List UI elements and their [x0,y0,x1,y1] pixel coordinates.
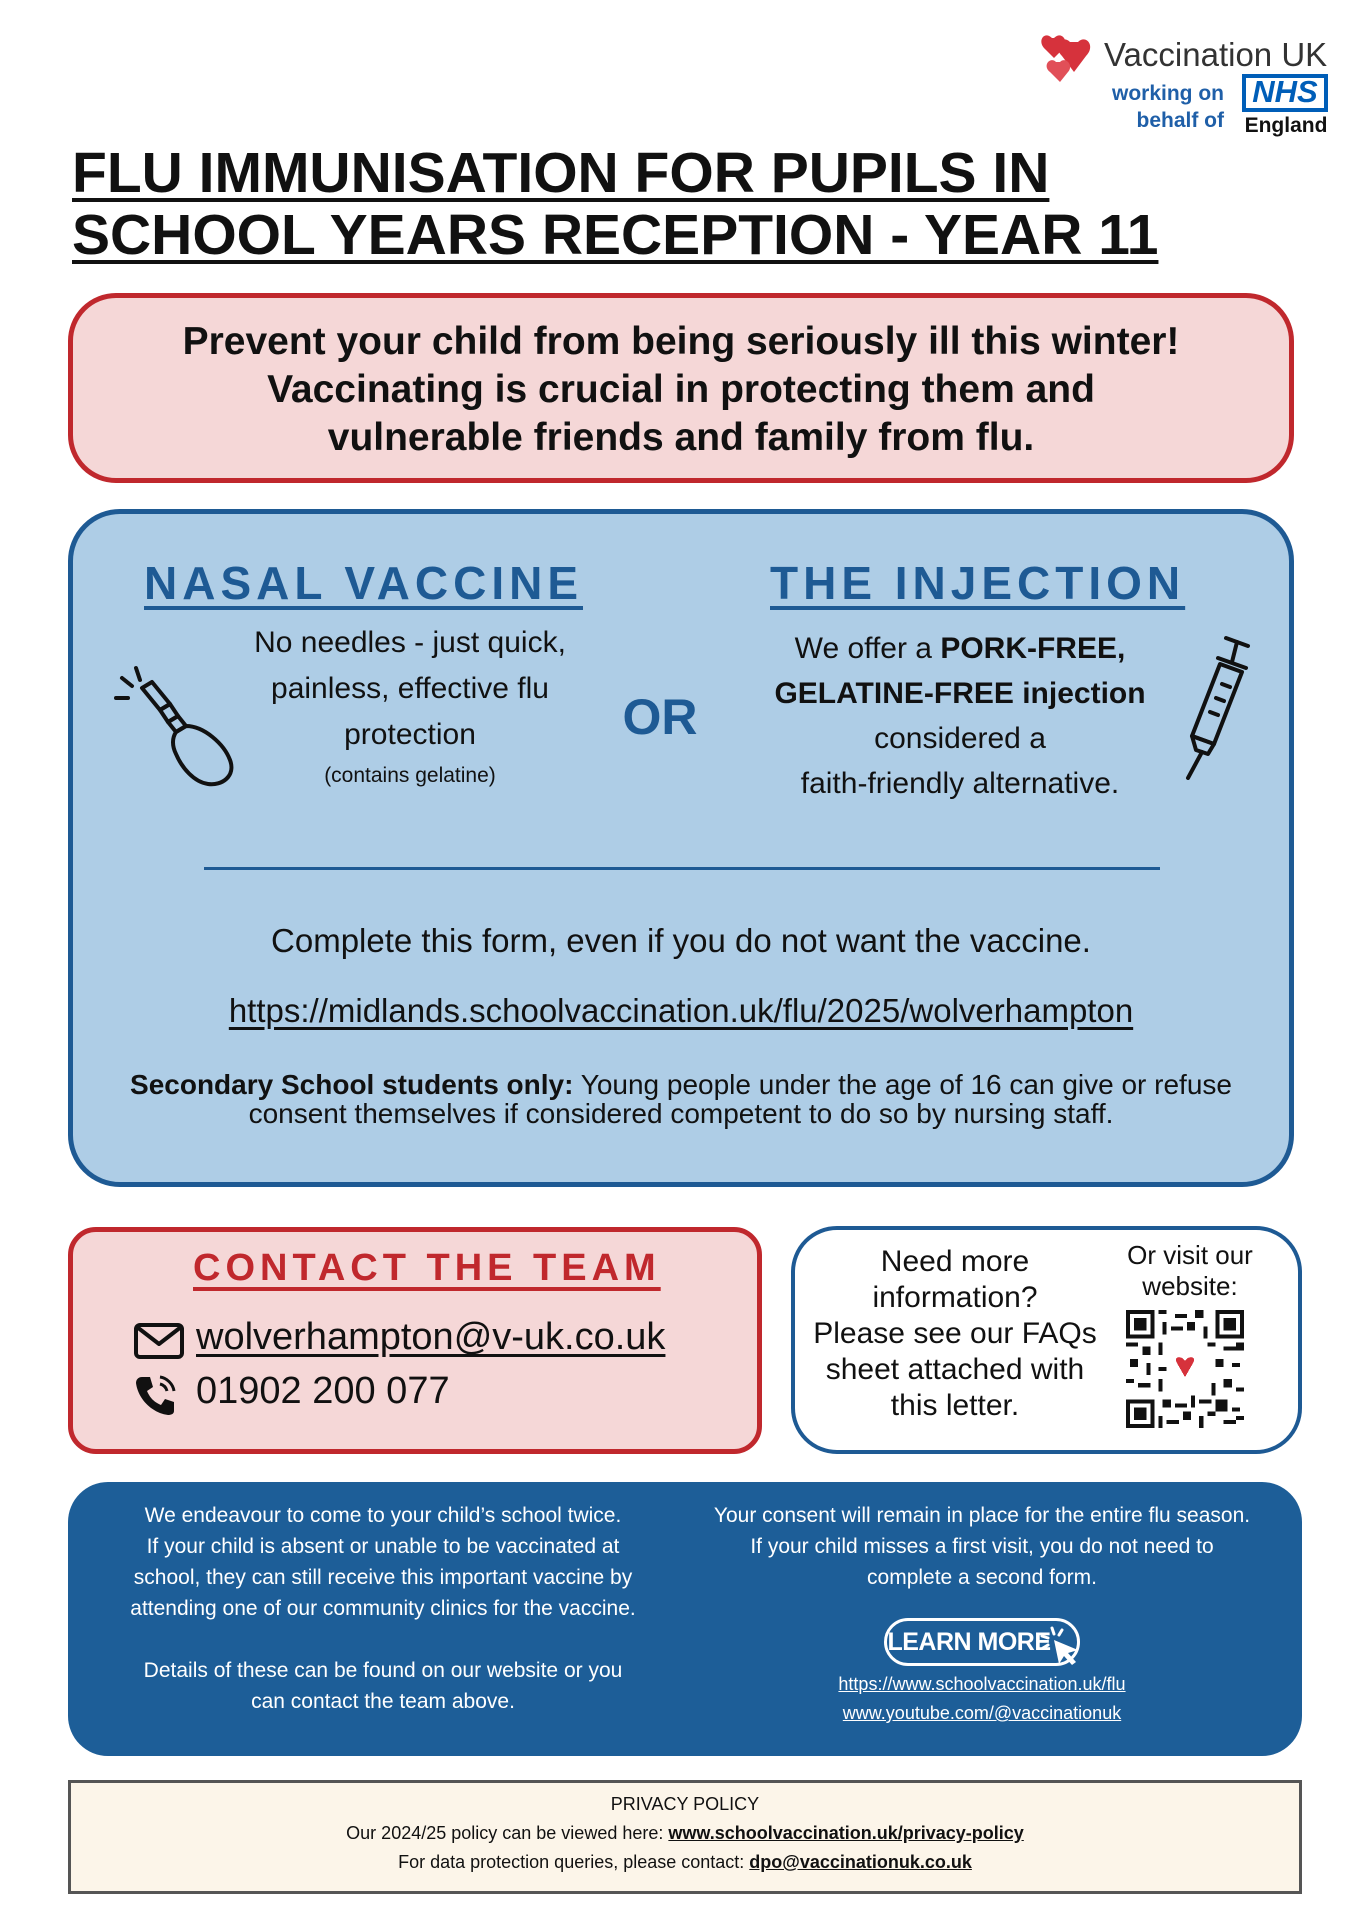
warning-text [68,318,1294,462]
panel-left-line-2: If your child is absent or unable to be vaccinated at [146,1535,620,1558]
working-line-2: behalf of [1136,109,1224,132]
logo-name: Vaccination UK [1104,36,1328,73]
injection-heading: THE INJECTION [770,557,1186,609]
flu-info-link[interactable]: https://www.schoolvaccination.uk/flu [838,1674,1126,1694]
panel-left-line-6: can contact the team above. [251,1690,515,1713]
faq-line-2: information? [872,1281,1038,1314]
privacy-line-1-prefix: Our 2024/25 policy can be viewed here: [346,1823,669,1843]
faq-line-1: Need more [880,1245,1030,1278]
page-title [72,142,1192,266]
visit-website-text [1100,1240,1280,1302]
phone-icon [134,1373,178,1417]
injection-description [740,626,1180,806]
injection-line-1-prefix: We offer a [794,632,941,665]
gelatine-note: (contains gelatine) [324,764,496,787]
privacy-policy-line [68,1823,1302,1844]
injection-line-4: faith-friendly alternative. [800,767,1120,800]
dpo-email-link[interactable]: dpo@vaccinationuk.co.uk [749,1852,972,1872]
nasal-vaccine-heading: NASAL VACCINE [144,557,583,609]
nhs-region: England [1244,114,1328,137]
consent-duration-text [682,1500,1282,1593]
pointer-click-icon [1038,1624,1082,1666]
faq-line-5: this letter. [890,1389,1020,1422]
or-separator: OR [622,689,698,745]
panel-right-line-2: If your child misses a first visit, you do not need to [750,1535,1214,1558]
contact-email-link[interactable]: wolverhampton@v-uk.co.uk [196,1316,666,1358]
faq-line-3: Please see our FAQs [813,1317,1097,1350]
learn-more-label: LEARN MORE [887,1628,1051,1656]
hearts-logo-icon [1040,28,1096,84]
privacy-title: PRIVACY POLICY [610,1794,760,1814]
working-on-behalf-text [1098,80,1224,134]
nasal-line-3: protection [344,718,476,751]
visit-line-2: website: [1142,1271,1238,1301]
nhs-logo-text: NHS [1252,74,1318,109]
panel-left-line-5: Details of these can be found on our website or you [143,1659,623,1682]
form-instruction: Complete this form, even if you do not want the vaccine. [271,922,1091,959]
visit-line-1: Or visit our [1127,1240,1253,1270]
nasal-line-1: No needles - just quick, [254,626,566,659]
faq-text [808,1244,1102,1424]
qr-code-icon[interactable] [1126,1310,1244,1428]
contact-phone-number[interactable]: 01902 200 077 [196,1370,450,1412]
secondary-note-bold: Secondary School students only: [130,1069,574,1100]
injection-line-3: considered a [874,722,1046,755]
envelope-icon [133,1322,185,1360]
warning-line-3: vulnerable friends and family from flu. [327,416,1035,459]
privacy-line-2-prefix: For data protection queries, please contact: [398,1852,750,1872]
panel-left-line-3: school, they can still receive this important vaccine by [133,1566,633,1589]
panel-right-line-3: complete a second form. [867,1566,1097,1589]
panel-spacer [100,1624,666,1655]
nasal-description [200,620,620,758]
panel-left-line-1: We endeavour to come to your child’s school twice. [144,1504,622,1527]
working-line-1: working on [1112,82,1224,105]
faq-line-4: sheet attached with [825,1353,1085,1386]
visit-info-text [100,1500,666,1717]
privacy-policy-link[interactable]: www.schoolvaccination.uk/privacy-policy [668,1823,1024,1843]
secondary-school-note [110,1070,1252,1128]
warning-line-2: Vaccinating is crucial in protecting them and [267,368,1095,411]
syringe-icon [1164,632,1252,780]
title-line-1: FLU IMMUNISATION FOR PUPILS IN [72,141,1050,205]
data-protection-line [68,1852,1302,1873]
injection-line-2-bold: GELATINE-FREE injection [774,677,1146,710]
panel-right-line-1: Your consent will remain in place for the entire flu season. [713,1504,1251,1527]
youtube-link[interactable]: www.youtube.com/@vaccinationuk [842,1703,1122,1723]
contact-heading: CONTACT THE TEAM [193,1247,661,1289]
nasal-line-2: painless, effective flu [271,672,549,705]
warning-line-1: Prevent your child from being seriously ill this winter! [182,320,1180,363]
injection-line-1 [740,626,1180,671]
consent-form-link[interactable]: https://midlands.schoolvaccination.uk/flu/2025/wolverhampton [228,992,1134,1029]
title-line-2: SCHOOL YEARS RECEPTION - YEAR 11 [72,203,1159,267]
section-divider [204,867,1160,870]
injection-line-2 [740,671,1180,716]
injection-line-1-bold: PORK-FREE, [940,632,1126,665]
panel-left-line-4: attending one of our community clinics for the vaccine. [130,1597,636,1620]
secondary-note-text: Young people under the age of 16 can give or refuse consent themselves if considered competent to do so by nursing staff. [248,1069,1232,1129]
